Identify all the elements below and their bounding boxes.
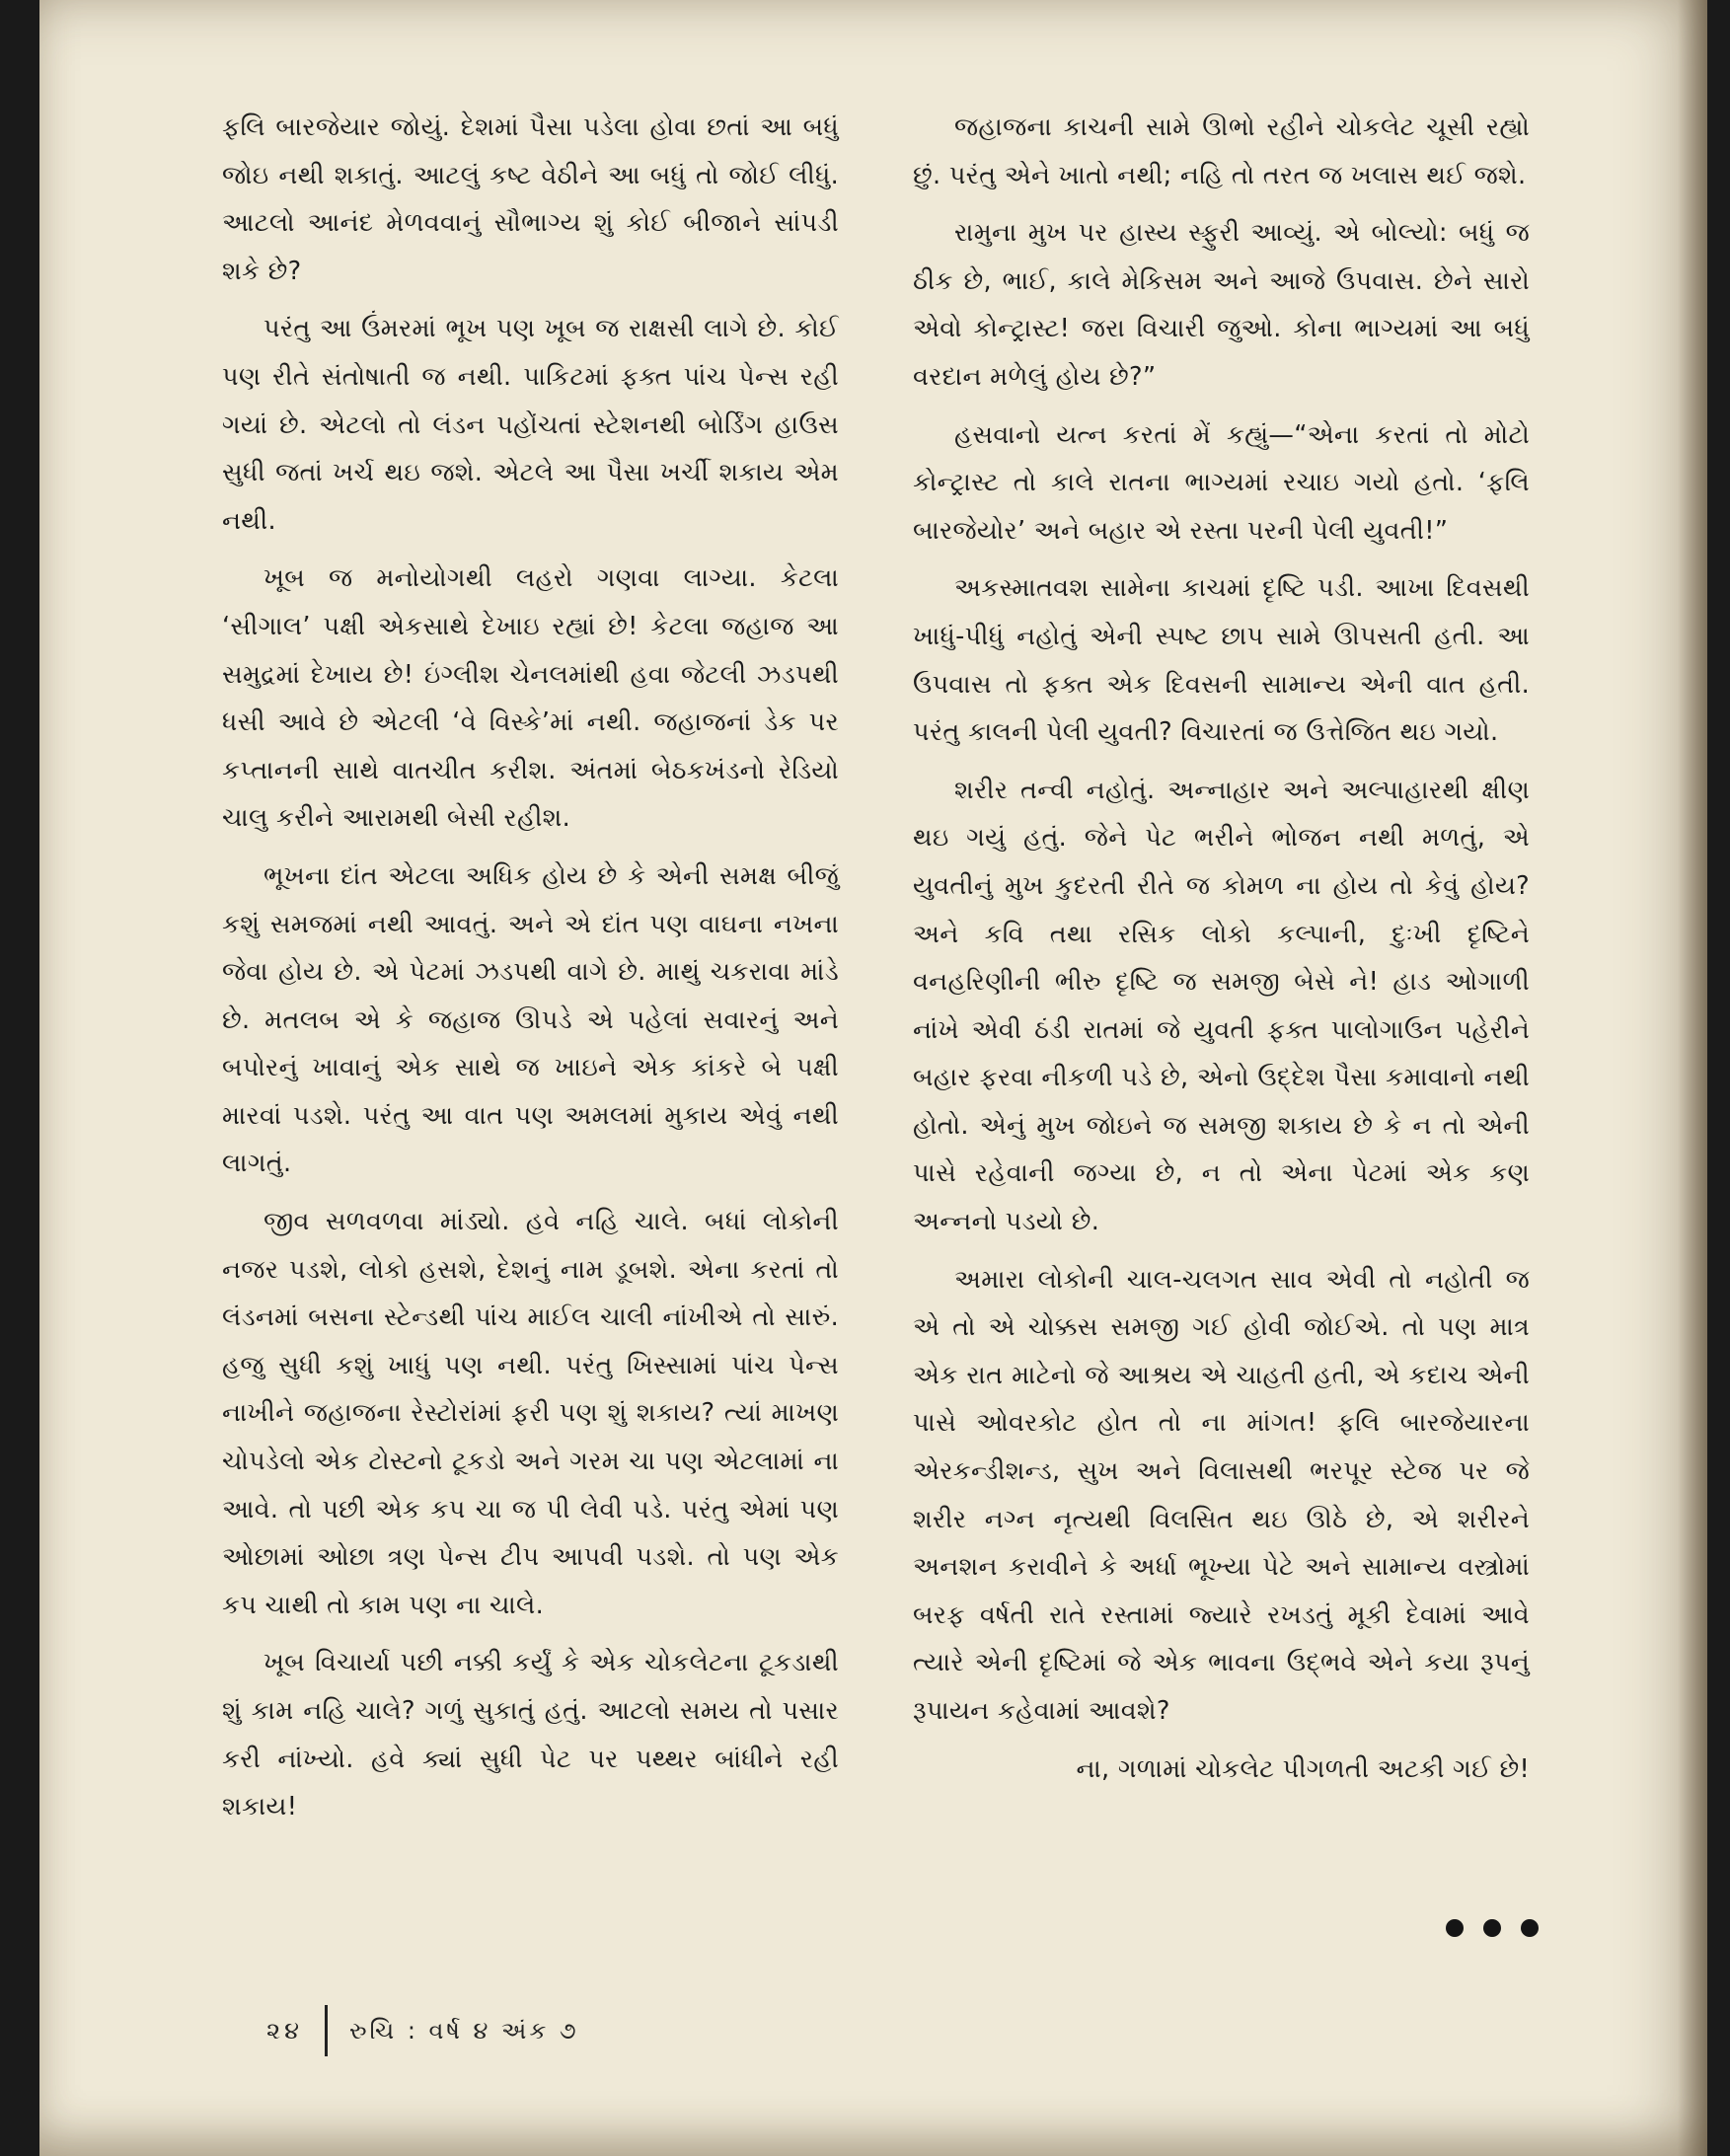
paragraph: હસવાનો યત્ન કરતાં મેં કહ્યું—“એના કરતાં તો મોટો કોન્ટ્રાસ્ટ તો કાલે રાતના ભાગ્યમાં રચાઇ ગયો હતો. ‘ફલિ બારજેયોર’ અને બહાર એ રસ્તા પરની પેલી યુવતી!” (913, 419, 1530, 546)
paragraph: અકસ્માતવશ સામેના કાચમાં દૃષ્ટિ પડી. આખા દિવસથી ખાધું-પીધું નહોતું એની સ્પષ્ટ છાપ સામે ઊપસતી હતી. આ ઉપવાસ તો ફક્ત એક દિવસની સામાન્ય એની વાત હતી. પરંતુ કાલની પેલી યુવતી? વિચારતાં જ ઉત્તેજિત થઇ ગયો. (913, 573, 1530, 748)
left-text-column (222, 104, 839, 1841)
right-text-column (913, 104, 1530, 1803)
paragraph: રામુના મુખ પર હાસ્ય સ્ફુરી આવ્યું. એ બોલ્યો: બધું જ ઠીક છે, ભાઈ, કાલે મેકિસમ અને આજે ઉપવાસ. છેને સારો એવો કોન્ટ્રાસ્ટ! જરા વિચારી જુઓ. કોના ભાગ્યમાં આ બધું વરદાન મળેલું હોય છે?” (913, 218, 1530, 392)
paragraph: ફલિ બારજેયાર જોયું. દેશમાં પૈસા પડેલા હોવા છતાં આ બધું જોઇ નથી શકાતું. આટલું કષ્ટ વેઠીને આ બધું તો જોઈ લીધું. આટલો આનંદ મેળવવાનું સૌભાગ્ય શું કોઈ બીજાને સાંપડી શકે છે? (222, 112, 839, 286)
paragraph: જીવ સળવળવા માંડ્યો. હવે નહિ ચાલે. બધાં લોકોની નજર પડશે, લોકો હસશે, દેશનું નામ ડૂબશે. એના કરતાં તો લંડનમાં બસના સ્ટેન્ડથી પાંચ માઈલ ચાલી નાંખીએ તો સારું. હજુ સુધી કશું ખાધું પણ નથી. પરંતુ ખિસ્સામાં પાંચ પેન્સ નાખીને જહાજના રેસ્ટોરાંમાં ફરી પણ શું શકાય? ત્યાં માખણ ચોપડેલો એક ટોસ્ટનો ટૂકડો અને ગરમ ચા પણ એટલામાં ના આવે. તો પછી એક કપ ચા જ પી લેવી પડે. પરંતુ એમાં પણ ઓછામાં ઓછા ત્રણ પેન્સ ટીપ આપવી પડશે. તો પણ એક કપ ચાથી તો કામ પણ ના ચાલે. (222, 1207, 839, 1620)
closing-line: ના, ગળામાં ચોકલેટ પીગળતી અટકી ગઈ છે! (1076, 1753, 1530, 1784)
page-number: ૨૪ (266, 2017, 303, 2044)
publication-issue: રુચિ : વર્ષ ૪ અંક ૭ (348, 2017, 579, 2044)
paragraph: ખૂબ જ મનોયોગથી લહરો ગણવા લાગ્યા. કેટલા ‘સીગાલ’ પક્ષી એકસાથે દેખાઇ રહ્યાં છે! કેટલા જહાજ આ સમુદ્રમાં દેખાય છે! ઇંગ્લીશ ચેનલમાંથી હવા જેટલી ઝડપથી ધસી આવે છે એટલી ‘વે વિસ્કે’માં નથી. જહાજનાં ડેક પર કપ્તાનની સાથે વાતચીત કરીશ. અંતમાં બેઠકખંડનો રેડિયો ચાલુ કરીને આરામથી બેસી રહીશ. (222, 563, 839, 834)
footer-divider (325, 2005, 328, 2056)
end-dot (1446, 1919, 1464, 1937)
end-dot (1483, 1919, 1501, 1937)
page-footer (266, 2005, 579, 2056)
paragraph: પરંતુ આ ઉંમરમાં ભૂખ પણ ખૂબ જ રાક્ષસી લાગે છે. કોઈ પણ રીતે સંતોષાતી જ નથી. પાકિટમાં ફક્ત પાંચ પેન્સ રહી ગયાં છે. એટલો તો લંડન પહોંચતાં સ્ટેશનથી બોર્ડિંગ હાઉસ સુધી જતાં ખર્ચ થઇ જશે. એટલે આ પૈસા ખર્ચી શકાય એમ નથી. (222, 314, 839, 536)
end-of-article-dots (1446, 1919, 1539, 1937)
paragraph: શરીર તન્વી નહોતું. અન્નાહાર અને અલ્પાહારથી ક્ષીણ થઇ ગયું હતું. જેને પેટ ભરીને ભોજન નથી મળતું, એ યુવતીનું મુખ કુદરતી રીતે જ કોમળ ના હોય તો કેવું હોય? અને કવિ તથા રસિક લોકો કલ્પાની, દુઃખી દૃષ્ટિને વનહરિણીની ભીરુ દૃષ્ટિ જ સમજી બેસે ને! હાડ ઓગાળી નાંખે એવી ઠંડી રાતમાં જે યુવતી ફક્ત પાલોગાઉન પહેરીને બહાર ફરવા નીકળી પડે છે, એનો ઉદ્દેશ પૈસા કમાવાનો નથી હોતો. એનું મુખ જોઇને જ સમજી શકાય છે કે ન તો એની પાસે રહેવાની જગ્યા છે, ન તો એના પેટમાં એક કણ અન્નનો પડયો છે. (913, 775, 1530, 1237)
page-binding-shadow (1678, 0, 1707, 2156)
paragraph: જહાજના કાચની સામે ઊભો રહીને ચોકલેટ ચૂસી રહ્યો છું. પરંતુ એને ખાતો નથી; નહિ તો તરત જ ખલાસ થઈ જશે. (913, 112, 1530, 190)
paragraph: ખૂબ વિચાર્યા પછી નક્કી કર્યું કે એક ચોકલેટના ટૂકડાથી શું કામ નહિ ચાલે? ગળું સુકાતું હતું. આટલો સમય તો પસાર કરી નાંખ્યો. હવે ક્યાં સુધી પેટ પર પથ્થર બાંધીને રહી શકાય! (222, 1648, 839, 1822)
end-dot (1521, 1919, 1539, 1937)
paragraph: અમારા લોકોની ચાલ-ચલગત સાવ એવી તો નહોતી જ એ તો એ ચોક્કસ સમજી ગઈ હોવી જોઈએ. તો પણ માત્ર એક રાત માટેનો જે આશ્રય એ ચાહતી હતી, એ કદાચ એની પાસે ઓવરકોટ હોત તો ના માંગત! ફલિ બારજેયારના એરકન્ડીશન્ડ, સુખ અને વિલાસથી ભરપૂર સ્ટેજ પર જે શરીર નગ્ન નૃત્યથી વિલસિત થઇ ઊઠે છે, એ શરીરને અનશન કરાવીને કે અર્ધા ભૂખ્યા પેટે અને સામાન્ય વસ્ત્રોમાં બરફ વર્ષતી રાતે રસ્તામાં જ્યારે રખડતું મૂકી દેવામાં આવે ત્યારે એની દૃષ્ટિમાં જે એક ભાવના ઉદ્ભવે એને કયા રૂપનું રૂપાયન કહેવામાં આવશે? (913, 1264, 1530, 1726)
paragraph: ભૂખના દાંત એટલા અધિક હોય છે કે એની સમક્ષ બીજું કશું સમજમાં નથી આવતું. અને એ દાંત પણ વાઘના નખના જેવા હોય છે. એ પેટમાં ઝડપથી વાગે છે. માથું ચકરાવા માંડે છે. મતલબ એ કે જહાજ ઊપડે એ પહેલાં સવારનું અને બપોરનું ખાવાનું એક સાથે જ ખાઇને એક કાંકરે બે પક્ષી મારવાં પડશે. પરંતુ આ વાત પણ અમલમાં મુકાય એવું નથી લાગતું. (222, 860, 839, 1179)
